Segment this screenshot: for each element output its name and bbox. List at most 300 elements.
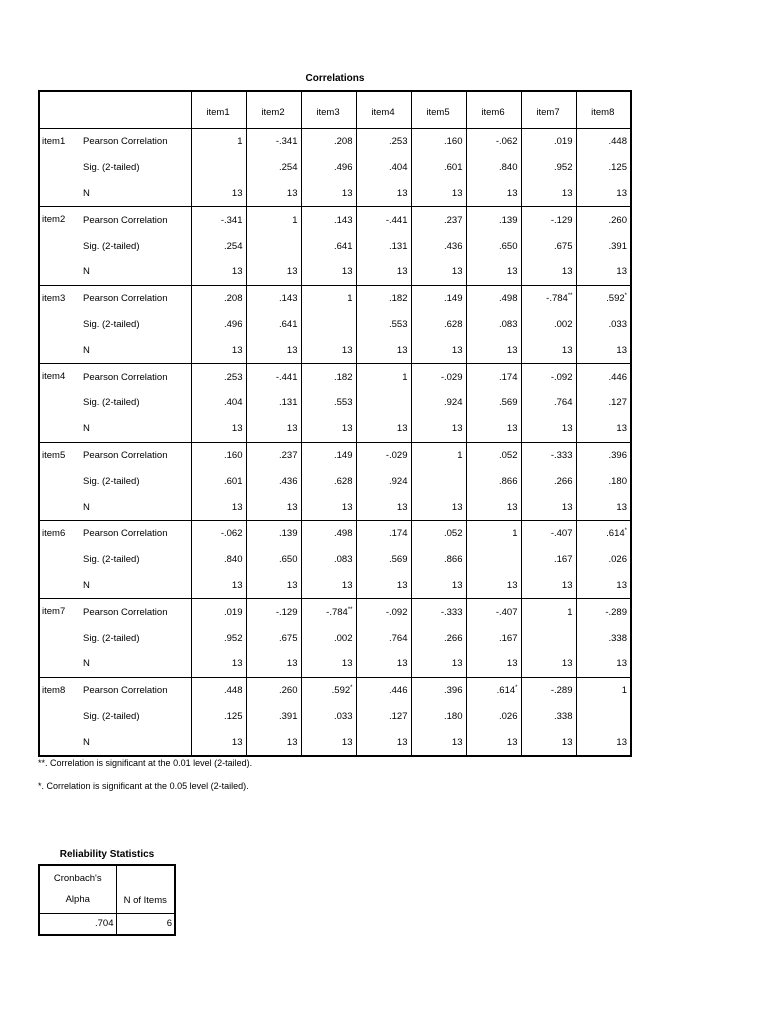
value-cell bbox=[466, 390, 521, 416]
header-corner bbox=[39, 91, 191, 129]
cell-value: 13 bbox=[506, 187, 518, 199]
cell-value: .253 bbox=[224, 371, 243, 383]
value-cell bbox=[191, 233, 246, 259]
value-cell bbox=[411, 259, 466, 285]
cell-value: 13 bbox=[286, 266, 298, 278]
alpha-header-line1: Cronbach's bbox=[53, 873, 102, 885]
cell-value: .628 bbox=[334, 475, 353, 487]
value-cell bbox=[576, 520, 631, 546]
cell-value: -.129 bbox=[550, 214, 573, 226]
cell-value: 13 bbox=[231, 266, 243, 278]
cell-value: .125 bbox=[608, 162, 627, 174]
cell-value: 13 bbox=[396, 266, 408, 278]
value-cell bbox=[411, 651, 466, 677]
value-cell bbox=[191, 155, 246, 181]
cell-value: 13 bbox=[451, 423, 463, 435]
stat-label: Pearson Correlation bbox=[78, 364, 191, 390]
table-row bbox=[39, 729, 631, 756]
cell-value: .033 bbox=[334, 710, 353, 722]
value-cell bbox=[411, 285, 466, 311]
value-cell bbox=[521, 285, 576, 311]
value-cell bbox=[466, 468, 521, 494]
value-cell bbox=[246, 129, 301, 155]
reliability-row bbox=[39, 913, 175, 935]
value-cell bbox=[301, 155, 356, 181]
cell-value: .180 bbox=[444, 710, 463, 722]
row-item-label: item8 bbox=[39, 677, 78, 756]
significance-flag: * bbox=[515, 685, 518, 692]
cell-value: .182 bbox=[389, 293, 408, 305]
cell-value: .338 bbox=[608, 632, 627, 644]
value-cell bbox=[576, 494, 631, 520]
value-cell bbox=[411, 547, 466, 573]
cell-value: .180 bbox=[608, 475, 627, 487]
cell-value: .498 bbox=[499, 293, 518, 305]
col-header: item4 bbox=[356, 91, 411, 129]
value-cell bbox=[521, 625, 576, 651]
table-row bbox=[39, 651, 631, 677]
cell-value: -.333 bbox=[550, 449, 573, 461]
cell-value: 13 bbox=[506, 658, 518, 670]
value-cell bbox=[246, 468, 301, 494]
cell-value: .404 bbox=[389, 162, 408, 174]
cell-value: .174 bbox=[389, 528, 408, 540]
cell-value: .143 bbox=[279, 293, 298, 305]
cell-value: .182 bbox=[334, 371, 353, 383]
cell-value: -.289 bbox=[605, 606, 627, 618]
value-cell bbox=[411, 337, 466, 363]
cell-value: 13 bbox=[451, 658, 463, 670]
cell-value: -.341 bbox=[275, 136, 298, 148]
value-cell bbox=[191, 416, 246, 442]
stat-label: N bbox=[83, 266, 90, 278]
value-cell bbox=[191, 599, 246, 625]
cell-value: .254 bbox=[279, 162, 298, 174]
row-item-label: item4 bbox=[39, 364, 78, 442]
value-cell bbox=[246, 520, 301, 546]
cell-value: .446 bbox=[389, 685, 408, 697]
stat-label: N bbox=[83, 344, 90, 356]
cell-value: 13 bbox=[616, 579, 627, 591]
reliability-title: Reliability Statistics bbox=[59, 849, 155, 860]
value-cell bbox=[301, 494, 356, 520]
stat-label: Pearson Correlation bbox=[78, 520, 191, 546]
value-cell bbox=[466, 416, 521, 442]
cell-value: .498 bbox=[334, 528, 353, 540]
cell-value: .496 bbox=[334, 162, 353, 174]
cell-value: 13 bbox=[506, 344, 518, 356]
row-item-label: item5 bbox=[39, 442, 78, 520]
value-cell bbox=[411, 207, 466, 233]
value-cell bbox=[521, 155, 576, 181]
stat-label: N bbox=[83, 736, 90, 748]
cell-value: -.341 bbox=[220, 214, 243, 226]
value-cell bbox=[521, 468, 576, 494]
cell-value: .764 bbox=[554, 397, 573, 409]
cell-value: 13 bbox=[506, 579, 518, 591]
value-cell bbox=[191, 494, 246, 520]
table-row bbox=[39, 259, 631, 285]
cell-value: .338 bbox=[554, 710, 573, 722]
cell-value: .764 bbox=[389, 632, 408, 644]
value-cell bbox=[301, 599, 356, 625]
value-cell bbox=[301, 207, 356, 233]
value-cell bbox=[466, 285, 521, 311]
cell-value: .592 bbox=[331, 685, 351, 697]
cell-value: 13 bbox=[396, 423, 408, 435]
value-cell bbox=[466, 573, 521, 599]
cell-value: .404 bbox=[224, 397, 243, 409]
value-cell bbox=[246, 285, 301, 311]
significance-note-001: **. Correlation is significant at the 0.01 level (2-tailed). bbox=[38, 758, 253, 768]
value-cell bbox=[246, 390, 301, 416]
value-cell bbox=[411, 129, 466, 155]
cell-value: .033 bbox=[608, 318, 627, 330]
stat-label: Sig. (2-tailed) bbox=[83, 162, 140, 174]
value-cell bbox=[191, 337, 246, 363]
table-row bbox=[39, 312, 631, 338]
value-cell bbox=[246, 704, 301, 730]
table-row bbox=[39, 129, 631, 155]
significance-flag: * bbox=[624, 528, 627, 535]
value-cell bbox=[466, 599, 521, 625]
stat-label: Pearson Correlation bbox=[78, 207, 191, 233]
alpha-header bbox=[39, 865, 116, 913]
cell-value: 1 bbox=[402, 371, 408, 383]
cell-value: 13 bbox=[616, 501, 627, 513]
value-cell bbox=[466, 155, 521, 181]
cell-value: 13 bbox=[616, 266, 627, 278]
cell-value: 13 bbox=[341, 344, 353, 356]
value-cell bbox=[576, 599, 631, 625]
value-cell bbox=[191, 729, 246, 756]
row-item-label: item1 bbox=[39, 129, 78, 207]
cell-value: 13 bbox=[396, 187, 408, 199]
cell-value: .149 bbox=[444, 293, 463, 305]
cell-value: .641 bbox=[334, 240, 353, 252]
cell-value: -.129 bbox=[275, 606, 298, 618]
cell-value: 13 bbox=[396, 579, 408, 591]
value-cell bbox=[191, 390, 246, 416]
reliability-table bbox=[38, 864, 176, 936]
value-cell bbox=[411, 494, 466, 520]
cell-value: 13 bbox=[286, 501, 298, 513]
table-row bbox=[39, 547, 631, 573]
value-cell bbox=[191, 364, 246, 390]
cell-value: .052 bbox=[499, 449, 518, 461]
cell-value: 13 bbox=[451, 187, 463, 199]
value-cell bbox=[521, 520, 576, 546]
cell-value: .866 bbox=[499, 475, 518, 487]
cell-value: .866 bbox=[444, 554, 463, 566]
value-cell bbox=[246, 573, 301, 599]
cell-value: .840 bbox=[224, 554, 243, 566]
value-cell bbox=[576, 207, 631, 233]
cell-value: .840 bbox=[499, 162, 518, 174]
cell-value: 13 bbox=[396, 344, 408, 356]
cell-value: .391 bbox=[608, 240, 627, 252]
stat-label: N bbox=[83, 501, 90, 513]
cell-value: 13 bbox=[286, 579, 298, 591]
value-cell bbox=[246, 312, 301, 338]
stat-label: Pearson Correlation bbox=[78, 442, 191, 468]
value-cell bbox=[246, 207, 301, 233]
col-header: item2 bbox=[246, 91, 301, 129]
table-row bbox=[39, 494, 631, 520]
value-cell bbox=[521, 573, 576, 599]
cell-value: 13 bbox=[561, 266, 573, 278]
value-cell bbox=[466, 364, 521, 390]
value-cell bbox=[576, 468, 631, 494]
significance-flag: ** bbox=[567, 293, 573, 300]
value-cell bbox=[466, 520, 521, 546]
value-cell bbox=[521, 704, 576, 730]
cell-value: .237 bbox=[279, 449, 298, 461]
cell-value: .569 bbox=[499, 397, 518, 409]
correlations-table bbox=[38, 90, 632, 757]
value-cell bbox=[301, 729, 356, 756]
value-cell bbox=[576, 625, 631, 651]
cell-value: 13 bbox=[396, 501, 408, 513]
cell-value: .601 bbox=[224, 475, 243, 487]
value-cell bbox=[576, 364, 631, 390]
cell-value: 13 bbox=[341, 579, 353, 591]
cell-value: 13 bbox=[286, 344, 298, 356]
cell-value: .002 bbox=[334, 632, 353, 644]
alpha-value: .704 bbox=[95, 918, 114, 929]
cell-value: 13 bbox=[561, 736, 573, 748]
cell-value: 13 bbox=[231, 423, 243, 435]
value-cell bbox=[576, 416, 631, 442]
col-header: item5 bbox=[411, 91, 466, 129]
cell-value: .650 bbox=[279, 554, 298, 566]
cell-value: .952 bbox=[554, 162, 573, 174]
value-cell bbox=[356, 442, 411, 468]
stat-label: N bbox=[83, 187, 90, 199]
value-cell bbox=[466, 729, 521, 756]
cell-value: 13 bbox=[396, 736, 408, 748]
table-row bbox=[39, 390, 631, 416]
stat-label: Sig. (2-tailed) bbox=[83, 397, 140, 409]
value-cell bbox=[411, 364, 466, 390]
value-cell bbox=[576, 129, 631, 155]
value-cell bbox=[576, 259, 631, 285]
cell-value: -.092 bbox=[385, 606, 408, 618]
cell-value: -.784 bbox=[326, 606, 348, 618]
value-cell bbox=[301, 285, 356, 311]
value-cell bbox=[576, 704, 631, 730]
cell-value: 13 bbox=[286, 736, 298, 748]
value-cell bbox=[411, 312, 466, 338]
value-cell bbox=[356, 677, 411, 703]
value-cell bbox=[246, 494, 301, 520]
cell-value: 13 bbox=[451, 501, 463, 513]
value-cell bbox=[466, 181, 521, 207]
cell-value: .019 bbox=[554, 136, 573, 148]
value-cell bbox=[466, 259, 521, 285]
value-cell bbox=[411, 155, 466, 181]
value-cell bbox=[411, 390, 466, 416]
correlations-title: Correlations bbox=[305, 73, 365, 84]
value-cell bbox=[191, 259, 246, 285]
cell-value: .614 bbox=[606, 528, 625, 540]
value-cell bbox=[301, 468, 356, 494]
significance-note-005: *. Correlation is significant at the 0.05 level (2-tailed). bbox=[38, 781, 249, 791]
cell-value: .174 bbox=[499, 371, 518, 383]
cell-value: -.092 bbox=[550, 371, 573, 383]
cell-value: .436 bbox=[444, 240, 463, 252]
table-row bbox=[39, 155, 631, 181]
value-cell bbox=[356, 207, 411, 233]
n-items-value: 6 bbox=[116, 913, 175, 935]
col-header: item1 bbox=[191, 91, 246, 129]
cell-value: 13 bbox=[451, 579, 463, 591]
value-cell bbox=[191, 468, 246, 494]
cell-value: 13 bbox=[451, 736, 463, 748]
stat-label: Sig. (2-tailed) bbox=[83, 554, 140, 566]
table-row bbox=[39, 416, 631, 442]
cell-value: .650 bbox=[499, 240, 518, 252]
cell-value: 13 bbox=[451, 344, 463, 356]
cell-value: .139 bbox=[279, 528, 298, 540]
cell-value: 1 bbox=[237, 136, 243, 148]
cell-value: .446 bbox=[608, 371, 627, 383]
cell-value: -.407 bbox=[495, 606, 518, 618]
cell-value: 13 bbox=[561, 187, 573, 199]
cell-value: -.407 bbox=[550, 528, 573, 540]
cell-value: 13 bbox=[231, 187, 243, 199]
value-cell bbox=[411, 573, 466, 599]
value-cell bbox=[356, 704, 411, 730]
cell-value: 13 bbox=[286, 658, 298, 670]
value-cell bbox=[466, 677, 521, 703]
cell-value: .127 bbox=[608, 397, 627, 409]
cell-value: -.784 bbox=[546, 293, 568, 305]
value-cell bbox=[191, 181, 246, 207]
table-row bbox=[39, 364, 631, 390]
value-cell bbox=[356, 155, 411, 181]
value-cell bbox=[356, 599, 411, 625]
value-cell bbox=[191, 285, 246, 311]
cell-value: 13 bbox=[561, 658, 573, 670]
value-cell bbox=[466, 442, 521, 468]
cell-value: -.441 bbox=[275, 371, 298, 383]
cell-value: .002 bbox=[554, 318, 573, 330]
cell-value: .131 bbox=[389, 240, 408, 252]
value-cell bbox=[356, 129, 411, 155]
cell-value: 13 bbox=[616, 736, 627, 748]
table-row bbox=[39, 625, 631, 651]
cell-value: -.029 bbox=[385, 449, 408, 461]
value-cell bbox=[411, 416, 466, 442]
cell-value: 13 bbox=[286, 187, 298, 199]
value-cell bbox=[576, 442, 631, 468]
header-row bbox=[39, 91, 631, 129]
stat-label: Pearson Correlation bbox=[78, 677, 191, 703]
value-cell bbox=[411, 729, 466, 756]
value-cell bbox=[301, 364, 356, 390]
cell-value: .026 bbox=[499, 710, 518, 722]
table-row bbox=[39, 599, 631, 625]
value-cell bbox=[466, 494, 521, 520]
value-cell bbox=[466, 207, 521, 233]
table-row bbox=[39, 573, 631, 599]
stat-label: N bbox=[83, 423, 90, 435]
cell-value: 13 bbox=[341, 423, 353, 435]
value-cell bbox=[246, 181, 301, 207]
value-cell bbox=[356, 547, 411, 573]
value-cell bbox=[356, 390, 411, 416]
cell-value: .052 bbox=[444, 528, 463, 540]
cell-value: 1 bbox=[457, 449, 463, 461]
cell-value: 13 bbox=[231, 501, 243, 513]
cell-value: .160 bbox=[444, 136, 463, 148]
cell-value: .448 bbox=[224, 685, 243, 697]
value-cell bbox=[356, 181, 411, 207]
cell-value: .208 bbox=[224, 293, 243, 305]
value-cell bbox=[191, 129, 246, 155]
value-cell bbox=[521, 547, 576, 573]
cell-value: .675 bbox=[554, 240, 573, 252]
value-cell bbox=[521, 729, 576, 756]
value-cell bbox=[411, 181, 466, 207]
value-cell bbox=[356, 573, 411, 599]
cell-value: .237 bbox=[444, 214, 463, 226]
cell-value: 13 bbox=[396, 658, 408, 670]
value-cell bbox=[466, 704, 521, 730]
col-header: item7 bbox=[521, 91, 576, 129]
value-cell bbox=[521, 259, 576, 285]
cell-value: 1 bbox=[512, 528, 518, 540]
cell-value: .601 bbox=[444, 162, 463, 174]
value-cell bbox=[521, 442, 576, 468]
value-cell bbox=[191, 625, 246, 651]
value-cell bbox=[191, 547, 246, 573]
value-cell bbox=[301, 651, 356, 677]
cell-value: -.062 bbox=[495, 136, 518, 148]
value-cell bbox=[521, 364, 576, 390]
value-cell bbox=[521, 599, 576, 625]
cell-value: 1 bbox=[567, 606, 573, 618]
cell-value: .553 bbox=[334, 397, 353, 409]
stat-label: Sig. (2-tailed) bbox=[83, 240, 140, 252]
value-cell bbox=[356, 364, 411, 390]
value-cell bbox=[521, 677, 576, 703]
stat-label: Sig. (2-tailed) bbox=[83, 632, 140, 644]
value-cell bbox=[411, 704, 466, 730]
cell-value: .167 bbox=[499, 632, 518, 644]
cell-value: 13 bbox=[231, 658, 243, 670]
value-cell bbox=[246, 233, 301, 259]
value-cell bbox=[191, 651, 246, 677]
cell-value: .675 bbox=[279, 632, 298, 644]
value-cell bbox=[576, 573, 631, 599]
value-cell bbox=[301, 547, 356, 573]
cell-value: 13 bbox=[341, 658, 353, 670]
value-cell bbox=[576, 337, 631, 363]
value-cell bbox=[246, 729, 301, 756]
value-cell bbox=[246, 259, 301, 285]
cell-value: .026 bbox=[608, 554, 627, 566]
cell-value: .448 bbox=[608, 136, 627, 148]
cell-value: 13 bbox=[616, 344, 627, 356]
cell-value: .260 bbox=[608, 214, 627, 226]
value-cell bbox=[301, 677, 356, 703]
value-cell bbox=[356, 285, 411, 311]
value-cell bbox=[521, 651, 576, 677]
cell-value: -.333 bbox=[440, 606, 463, 618]
value-cell bbox=[466, 312, 521, 338]
